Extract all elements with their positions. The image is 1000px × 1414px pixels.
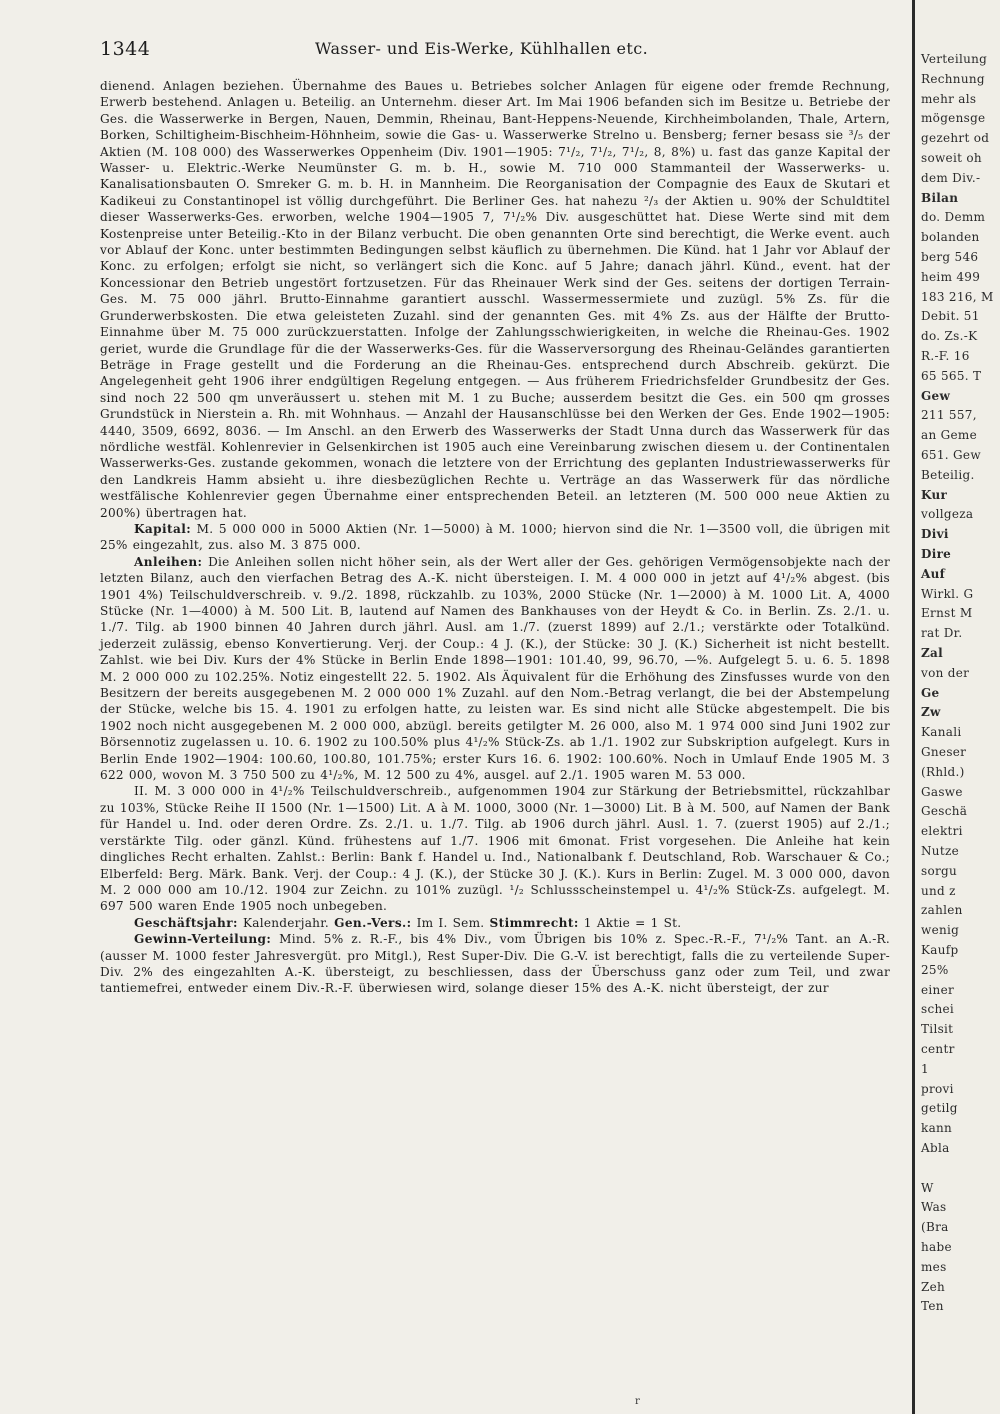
adjacent-page-fragment: kann — [921, 1121, 953, 1136]
adjacent-page-fragment: schei — [921, 1002, 955, 1017]
kapital-label: Kapital: — [134, 521, 192, 536]
adjacent-page-fragment: Rechnung — [921, 71, 985, 86]
page-header — [100, 38, 890, 64]
adjacent-page-fragment: wenig — [921, 923, 960, 938]
adjacent-page-fragment: Kanali — [921, 725, 962, 740]
adjacent-page-fragment: Gaswe — [921, 784, 963, 799]
running-title: Wasser- und Eis-Werke, Kühlhallen etc. — [315, 39, 649, 58]
adjacent-page-fragment: sorgu — [921, 863, 958, 878]
page-number: 1344 — [100, 38, 151, 60]
adjacent-page-fragment: zahlen — [921, 903, 963, 918]
adjacent-page-fragment: rat Dr. — [921, 626, 963, 641]
adjacent-page-fragment: Ge — [921, 685, 940, 700]
gewinn-label: Gewinn-Verteilung: — [134, 932, 272, 947]
adjacent-page-fragment: von der — [921, 665, 970, 680]
adjacent-page-fragment: provi — [921, 1081, 954, 1096]
adjacent-page-fragment: vollgeza — [921, 507, 974, 522]
adjacent-page-fragment: elektri — [921, 824, 963, 839]
footer-mark: r — [635, 1396, 640, 1407]
adjacent-page-fragment: soweit oh — [921, 151, 982, 165]
intro-paragraph: dienend. Anlagen beziehen. Übernahme des Baues u. Betriebes solcher Anlagen für eigene oder fremde Rechnung, Erwerb bestehend. Anlagen u. Beteilig. an Unternehm. dieser Art. Im Mai 1906 befanden sich im Besitze u. Betriebe der Ges. die Wasserwerke in Bergen, Nauen, Demmin, Rheinau, Bant-Heppens-Neuende, Kirchheimbolanden, Thale, Artern, Borken, Schiltigheim-Bischheim-Höhnheim, sowie die Gas- u. Wasserwerke Strelno u. Bensberg; ferner besass sie ³/₅ der Aktien (M. 108 000) des Wasserwerkes Oppenheim (Div. 1901—1905: 7¹/₂, 7¹/₂, 7¹/₂, 8, 8%) u. fast das ganze Kapital der Wasser- u. Elektric.-Werke Neumünster G. m. b. H., sowie M. 710 000 Stammanteil der Wasserwerks- u. Kanalisationsbauten O. Smreker G. m. b. H. in Mannheim. Die Reorganisation der Compagnie des Eaux de Skutari et Kadikeui zu Constantinopel ist völlig durchgeführt. Die Berliner Ges. hat nahezu ²/₃ der Aktien u. 90% der Schuldtitel dieser Wasserwerks-Ges. erworben, welche 1904—1905 7, 7¹/₂% Div. ausgeschüttet hat. Diese Werte sind mit dem Kostenpreise unter Beteilig.-Kto in der Bilanz verbucht. Die oben genannten Orte sind berechtigt, die Werke event. auch vor Ablauf der Konc. unter bestimmten Bedingungen selbst käuflich zu übernehmen. Die Künd. hat 1 Jahr vor Ablauf der Konc. zu erfolgen; erfolgt sie nicht, so verlängert sich die Konc. auf 5 Jahre; danach jährl. Künd., event. hat der Koncessionar den Betrieb ungestört fortzusetzen. Für das Rheinauer Werk sind der Ges. seitens der dortigen Terrain-Ges. M. 75 000 jährl. Brutto-Einnahme garantiert ausschl. Wassermessermiete und zuzügl. 5% Zs. für die Grunderwerbskosten. Die etwa geleisteten Zuzahl. sind der genannten Ges. mit 4% Zs. aus der Hälfte der Brutto-Einnahme über M. 75 000 zurückzuerstatten. Infolge der Zahlungsschwierigkeiten, in welche die Rheinau-Ges. 1902 geriet, wurde die Grundlage für die der Wasserwerks-Ges. für die Wasserversorgung des Rheinau-Geländes garantierten Beträge in Frage gestellt und die Forderung an die Rheinau-Ges. entsprechend durch Abschreib. gekürzt. Die Angelegenheit geht 1906 ihrer endgültigen Regelung entgegen. — Aus früherem Friedrichsfelder Grundbesitz der Ges. sind noch 22 500 qm unveräussert u. stehen mit M. 1 zu Buche; ausserdem besitzt die Ges. ein 500 qm grosses Grundstück in Nierstein a. Rh. mit Wohnhaus. — Anzahl der Hausanschlüsse bei den Werken der Ges. Ende 1902—1905: 4440, 3509, 6692, 8036. — Im Anschl. an den Erwerb des Wasserwerks der Stadt Unna durch das Wasserwerk für das nördliche westfäl. Kohlenrevier in Gelsenkirchen ist 1905 auch eine Vereinbarung zwischen diesem u. der Continentalen Wasserwerks-Ges. zustande gekommen, wonach die letztere von der Errichtung des geplanten Industriewasserwerks für den Landkreis Hamm absieht u. ihre diesbezüglichen Rechte u. Verträge an das Wasserwerk für das nördliche westfälische Kohlenrevier gegen Übernahme einer entsprechenden Beteil. an letzteren (M. 500 000 neue Aktien zu 200%) übertragen hat. — [100, 79, 890, 520]
adjacent-page-fragment: bolanden — [921, 230, 980, 245]
adjacent-page-fragment: heim 499 — [921, 269, 981, 284]
geschaeftsjahr-label: Geschäftsjahr: — [134, 915, 238, 930]
adjacent-page-fragment: 183 216, M — [921, 289, 994, 304]
adjacent-page-fragment: dem Div.- — [921, 170, 981, 185]
anleihe-two-paragraph: II. M. 3 000 000 in 4¹/₂% Teilschuldverschreib., aufgenommen 1904 zur Stärkung der Betriebsmittel, rückzahlbar zu 103%, Stücke Reihe II 1500 (Nr. 1—1500) Lit. A à M. 1000, 3000 (Nr. 1—3000) Lit. B à M. 500, auf Namen der Bank für Handel u. Ind. oder deren Ordre. Zs. 2./1. u. 1./7. Tilg. ab 1906 durch jährl. Ausl. 1. 7. (zuerst 1905) auf 2./1.; verstärkte Tilg. oder gänzl. Künd. frühestens auf 1./7. 1906 mit 6monat. Frist vorgesehen. Die Anleihe hat kein dingliches Recht erhalten. Zahlst.: Berlin: Bank f. Handel u. Ind., Nationalbank f. Deutschland, Rob. Warschauer & Co.; Elberfeld: Berg. Märk. Bank. Verj. der Coup.: 4 J. (K.), der Stücke 30 J. (K.). Kurs in Berlin: Zugel. M. 3 000 000, davon M. 2 000 000 am 10./12. 1904 zur Zeichn. zu 101% zuzügl. ¹/₂ Schlussscheinstempel u. 4¹/₂% Stück-Zs. aufgelegt. M. 697 500 waren Ende 1905 noch unbegeben. — [100, 784, 890, 914]
stimmrecht-label: Stimmrecht: — [489, 915, 579, 930]
adjacent-page-fragment: Gew — [921, 388, 951, 403]
adjacent-page-fragment: Kur — [921, 487, 948, 502]
adjacent-page-fragment: Abla — [921, 1141, 950, 1155]
adjacent-page-fragment: R.-F. 16 — [921, 349, 970, 363]
adjacent-page-fragment: einer — [921, 982, 955, 997]
anleihen-text: Die Anleihen sollen nicht höher sein, als der Wert aller der Ges. gehörigen Vermögensobjekte nach der letzten Bilanz, auch den vierfachen Betrag des A.-K. nicht übersteigen. I. M. 4 000 000 in jetzt auf 4¹/₂% abgest. (bis 1901 4%) Teilschuldverschreib. v. 9./2. 1898, rückzahlb. zu 103%, 2000 Stücke (Nr. 1—2000) à M. 1000 Lit. A, 4000 Stücke (Nr. 1—4000) à M. 500 Lit. B, lautend auf Namen des Bankhauses von der Heydt & Co. in Berlin. Zs. 2./1. u. 1./7. Tilg. ab 1900 binnen 40 Jahren durch jährl. Ausl. am 1./7. (zuerst 1899) auf 2./1.; verstärkte oder Totalkünd. jederzeit zulässig, ebenso Konvertierung. Verj. der Coup.: 4 J. (K.), der Stücke: 30 J. (K.) Sicherheit ist nicht bestellt. Zahlst. wie bei Div. Kurs der 4% Stücke in Berlin Ende 1898—1901: 101.40, 99, 96.70, —%. Aufgelegt 5. u. 6. 5. 1898 M. 2 000 000 zu 102.25%. Notiz eingestellt 22. 5. 1902. Als Äquivalent für die Erhöhung des Zinsfusses wurde von den Besitzern der bereits ausgegebenen M. 2 000 000 1% Zuzahl. auf den Nom.-Betrag verlangt, die bei der Abstempelung der Stücke, welche bis 15. 4. 1901 zu erfolgen hatte, zu leisten war. Es sind nicht alle Stücke abgestempelt. Die bis 1902 noch nicht ausgegebenen M. 2 000 000, abzügl. bereits getilgter M. 26 000, also M. 1 974 000 sind Juni 1902 zur Börsennotiz zugelassen u. 10. 6. 1902 zu 100.50% plus 4¹/₂% Stück-Zs. ab 1./1. 1902 zur Subskription aufgelegt. Kurs in Berlin Ende 1902—1904: 100.60, 100.80, 101.75%; erster Kurs 16. 6. 1902: 100.60%. Noch in Umlauf Ende 1905 M. 3 622 000, wovon M. 3 750 500 zu 4¹/₂%, M. 12 500 zu 4%, ausgel. auf 2./1. 1905 waren M. 53 000. — [100, 554, 890, 783]
stimmrecht-text: 1 Aktie = 1 St. — [578, 915, 682, 930]
adjacent-page-fragment: Ernst M — [921, 606, 973, 621]
adjacent-page-strip — [912, 0, 1000, 1414]
adjacent-page-fragment: Verteilung — [921, 52, 988, 66]
main-text-column — [100, 78, 890, 997]
adjacent-page-fragment: mes — [921, 1259, 947, 1274]
adjacent-page-fragment: W — [921, 1180, 934, 1195]
adjacent-page-fragment: 1 — [921, 1061, 929, 1076]
adjacent-page-fragment: mehr als — [921, 91, 977, 106]
adjacent-page-fragment: Kaufp — [921, 943, 959, 957]
adjacent-page-fragment: (Rhld.) — [921, 764, 965, 779]
adjacent-page-fragment: Bilan — [921, 190, 959, 205]
adjacent-page-fragment: Gneser — [921, 745, 967, 759]
adjacent-page-fragment: Tilsit — [921, 1022, 954, 1037]
anleihen-label: Anleihen: — [134, 554, 203, 569]
adjacent-page-fragment: und z — [921, 883, 956, 898]
adjacent-page-fragment: Was — [921, 1200, 947, 1215]
adjacent-page-fragment: Auf — [921, 566, 946, 581]
adjacent-page-fragment: Debit. 51 — [921, 309, 980, 324]
genvers-text: Im I. Sem. — [411, 915, 490, 930]
adjacent-page-fragment: 65 565. T — [921, 368, 982, 383]
genvers-label: Gen.-Vers.: — [334, 915, 412, 930]
kapital-text: M. 5 000 000 in 5000 Aktien (Nr. 1—5000) à M. 1000; hiervon sind die Nr. 1—3500 voll, die übrigen mit 25% eingezahlt, zus. also M. 3 875 000. — [100, 521, 890, 553]
adjacent-page-fragment: Wirkl. G — [921, 586, 974, 601]
adjacent-page-fragment: do. Zs.-K — [921, 329, 978, 344]
adjacent-page-fragment: Beteilig. — [921, 467, 975, 482]
adjacent-page-fragment: gezehrt od — [921, 131, 990, 146]
adjacent-page-fragment: centr — [921, 1042, 955, 1056]
adjacent-page-fragment: 651. Gew — [921, 448, 981, 462]
adjacent-page-fragment: do. Demm — [921, 210, 986, 225]
adjacent-page-fragment: (Bra — [921, 1220, 949, 1235]
adjacent-page-fragment: 211 557, — [921, 408, 977, 423]
adjacent-page-fragment: Nutze — [921, 844, 959, 858]
adjacent-page-fragment: mögensge — [921, 111, 986, 126]
adjacent-page-fragment: habe — [921, 1240, 952, 1254]
adjacent-page-fragment: Zeh — [921, 1279, 946, 1294]
adjacent-page-fragment: Zw — [921, 705, 941, 720]
adjacent-page-fragment: Zal — [921, 646, 943, 660]
anleihen-paragraph — [100, 554, 890, 784]
adjacent-page-fragment: an Geme — [921, 428, 977, 443]
adjacent-page-fragment: 25% — [921, 962, 949, 977]
adjacent-page-fragment: Ten — [921, 1299, 944, 1314]
gewinn-paragraph — [100, 931, 890, 997]
adjacent-page-fragment: Geschä — [921, 804, 968, 819]
adjacent-page-fragment: getilg — [921, 1101, 958, 1116]
kapital-paragraph — [100, 521, 890, 554]
adjacent-page-fragment: berg 546 — [921, 250, 979, 264]
geschaeftsjahr-text: Kalenderjahr. — [237, 915, 335, 930]
gewinn-text: Mind. 5% z. R.-F., bis 4% Div., vom Übrigen bis 10% z. Spec.-R.-F., 7¹/₂% Tant. an A.-R. (ausser M. 1000 fester Jahresvergüt. pro Mitgl.), Rest Super-Div. Die G.-V. ist berechtigt, falls die zu verteilende Super-Div. 2% des eingezahlten A.-K. übersteigt, zu beschliessen, dass der Überschuss ganz oder zum Teil, und zwar tantiemefrei, entweder einem Div.-R.-F. überwiesen wird, solange dieser 15% des A.-K. nicht übersteigt, der zur — [100, 932, 890, 996]
meta-paragraph — [100, 915, 890, 931]
adjacent-page-fragment: Divi — [921, 527, 949, 542]
adjacent-page-fragment: Dire — [921, 547, 952, 561]
